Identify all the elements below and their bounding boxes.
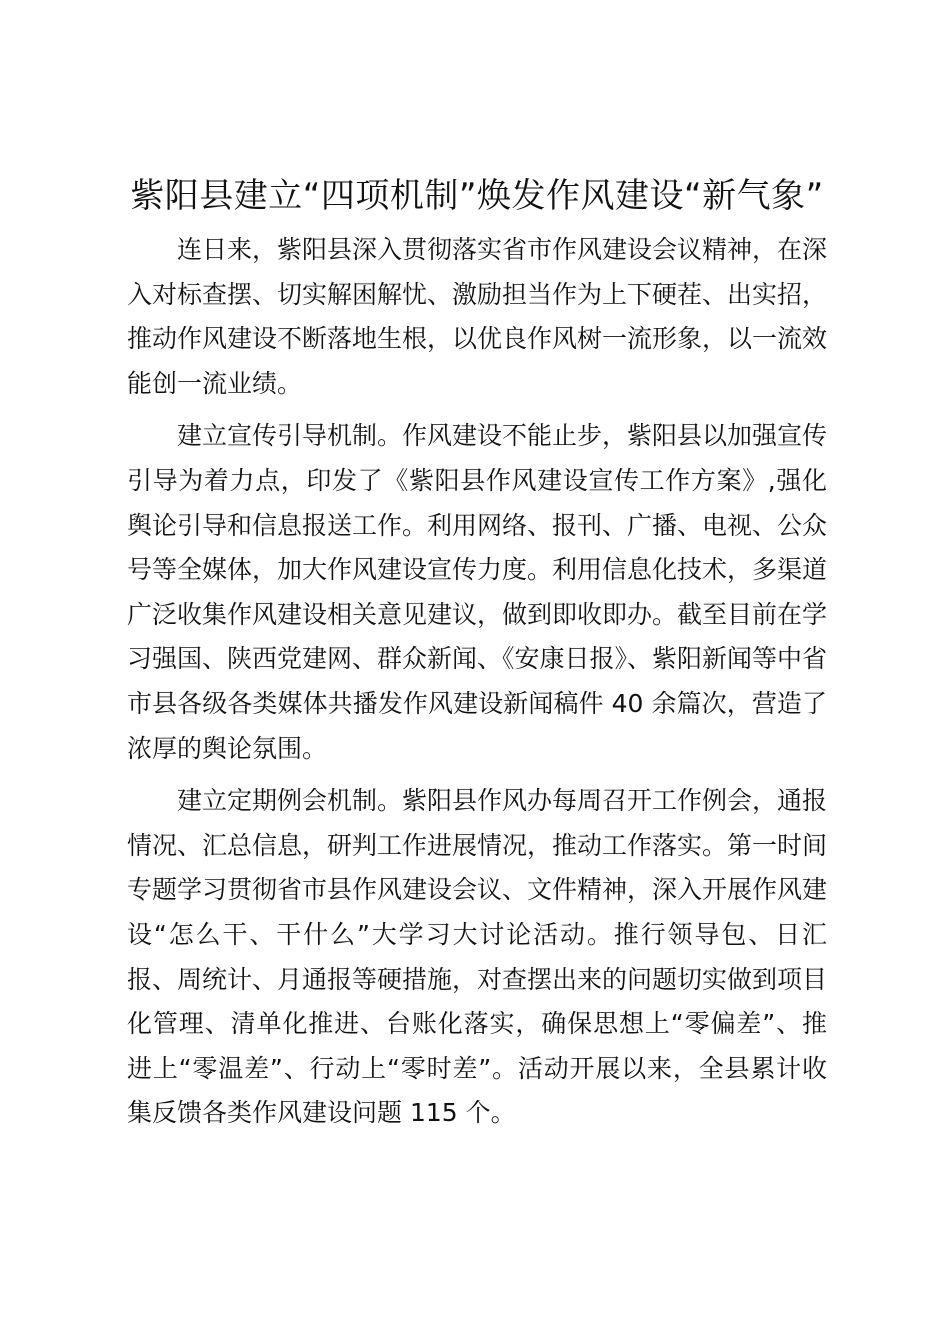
document-body [127,168,827,1136]
document-title: 紫阳县建立“四项机制”焕发作风建设“新气象” [130,176,824,216]
paragraph-publicity-mechanism: 建立宣传引导机制。作风建设不能止步，紫阳县以加强宣传引导为着力点，印发了《紫阳县作风建设宣传工作方案》,强化舆论引导和信息报送工作。利用网络、报刊、广播、电视、公众号等全媒体，加大作风建设宣传力度。利用信息化技术，多渠道广泛收集作风建设相关意见建议，做到即收即办。截至目前在学习强国、陕西党建网、群众新闻、《安康日报》、紫阳新闻等中省市县各级各类媒体共播发作风建设新闻稿件 40 余篇次，营造了浓厚的舆论氛围。 [127,421,828,763]
paragraph-intro: 连日来，紫阳县深入贯彻落实省市作风建设会议精神，在深入对标查摆、切实解困解忧、激励担当作为上下硬茬、出实招，推动作风建设不断落地生根，以优良作风树一流形象，以一流效能创一流业绩。 [127,235,828,398]
paragraph-regular-meeting-mechanism: 建立定期例会机制。紫阳县作风办每周召开工作例会，通报情况、汇总信息，研判工作进展情况，推动工作落实。第一时间专题学习贯彻省市县作风建设会议、文件精神，深入开展作风建设“怎么干、干什么”大学习大讨论活动。推行领导包、日汇报、周统计、月通报等硬措施，对查摆出来的问题切实做到项目化管理、清单化推进、台账化落实，确保思想上“零偏差”、推进上“零温差”、行动上“零时差”。活动开展以来，全县累计收集反馈各类作风建设问题 115 个。 [127,786,828,1128]
